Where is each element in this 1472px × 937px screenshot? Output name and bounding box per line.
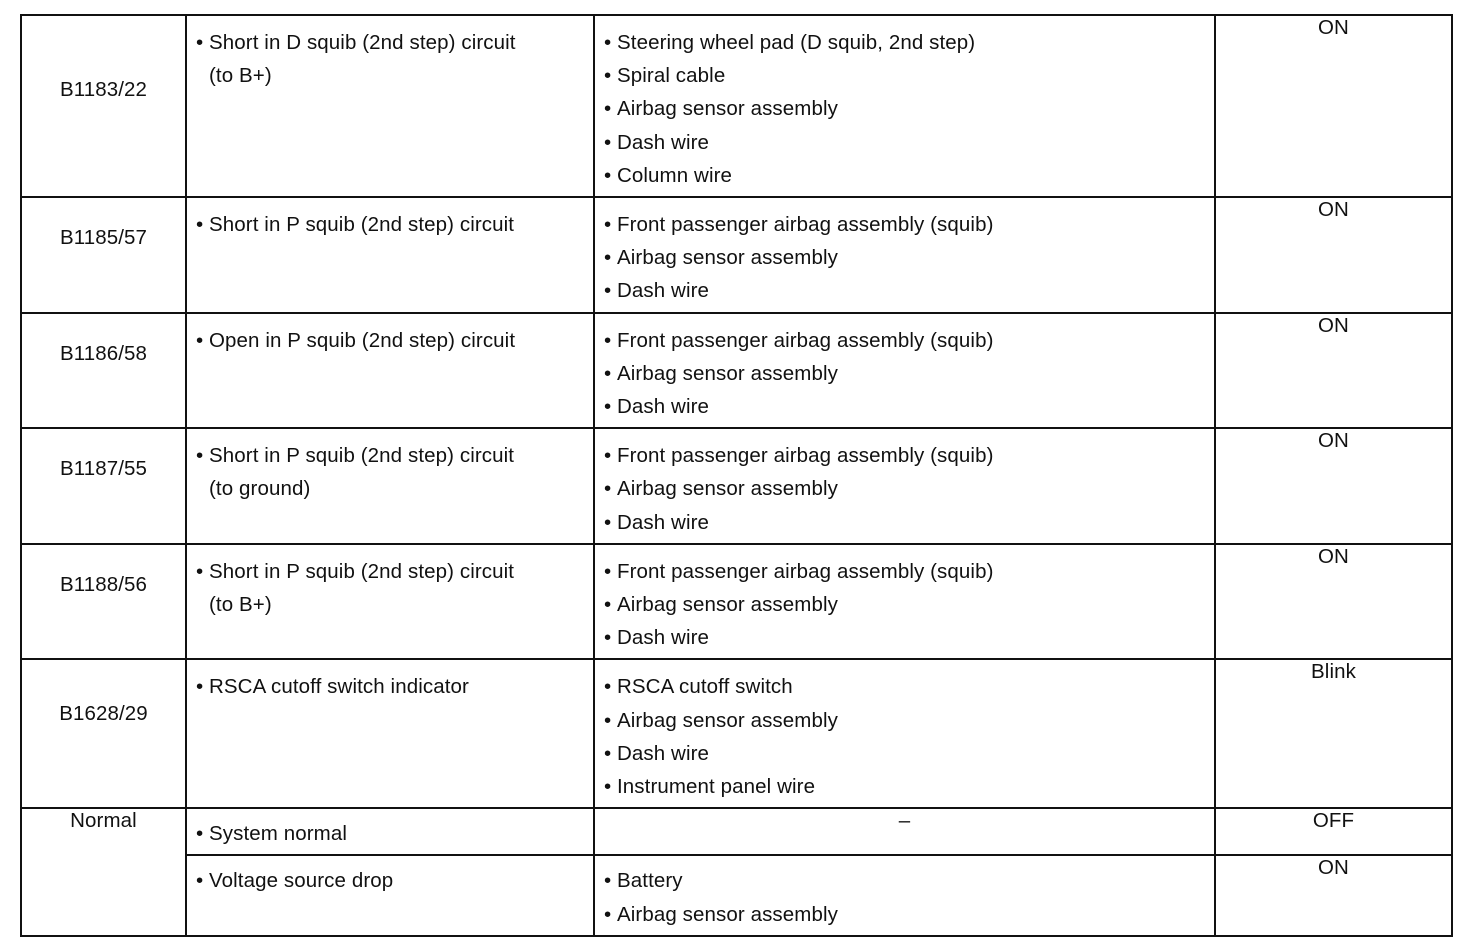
list-item: • Front passenger airbag assembly (squib): [603, 208, 1208, 241]
dtc-table: [20, 14, 1453, 937]
list-item: • Short in D squib (2nd step) circuit (to B+): [195, 26, 587, 92]
list-item: • Dash wire: [603, 506, 1208, 539]
list-item-continuation: (to B+): [209, 593, 272, 617]
inspection-area-cell: [594, 544, 1215, 660]
trouble-area-cell: [186, 15, 594, 197]
trouble-area-cell: [186, 313, 594, 429]
warning-light-status: ON: [1318, 313, 1349, 337]
inspection-area-cell: [594, 855, 1215, 935]
trouble-area-cell: [186, 428, 594, 544]
table-row: [21, 15, 1452, 197]
list-item: • Airbag sensor assembly: [603, 588, 1208, 621]
table-row: [21, 855, 1452, 935]
list-item: • Airbag sensor assembly: [603, 241, 1208, 274]
warning-light-cell: [1215, 544, 1452, 660]
list-item: • Airbag sensor assembly: [603, 472, 1208, 505]
dtc-code-cell: [21, 313, 186, 429]
dtc-code-cell: [21, 197, 186, 313]
dtc-code-cell: [21, 808, 186, 936]
table-row: [21, 428, 1452, 544]
list-item: • Column wire: [603, 159, 1208, 192]
list-item: • Front passenger airbag assembly (squib): [603, 555, 1208, 588]
trouble-area-cell: [186, 659, 594, 808]
inspection-none: –: [898, 809, 911, 833]
list-item: • Short in P squib (2nd step) circuit (to ground): [195, 439, 587, 505]
dtc-code: Normal: [70, 809, 137, 833]
trouble-area-cell: [186, 808, 594, 855]
list-item: • Open in P squib (2nd step) circuit: [195, 324, 587, 357]
table-row: [21, 313, 1452, 429]
list-item-continuation: (to ground): [209, 477, 311, 501]
trouble-area-cell: [186, 544, 594, 660]
list-item: • Dash wire: [603, 737, 1208, 770]
table-row: [21, 197, 1452, 313]
table-row: [21, 808, 1452, 855]
warning-light-status: Blink: [1311, 660, 1356, 684]
list-item: • RSCA cutoff switch: [603, 670, 1208, 703]
list-item: • Airbag sensor assembly: [603, 898, 1208, 931]
warning-light-cell: [1215, 659, 1452, 808]
dtc-code: B1185/57: [59, 226, 148, 250]
table-row: [21, 659, 1452, 808]
inspection-area-cell: [594, 313, 1215, 429]
warning-light-cell: [1215, 428, 1452, 544]
list-item: • Dash wire: [603, 274, 1208, 307]
list-item: • Short in P squib (2nd step) circuit (to B+): [195, 555, 587, 621]
warning-light-status: OFF: [1312, 809, 1355, 833]
inspection-area-cell: [594, 808, 1215, 855]
list-item: • Airbag sensor assembly: [603, 357, 1208, 390]
warning-light-status: ON: [1318, 856, 1349, 880]
list-item: • Instrument panel wire: [603, 770, 1208, 803]
warning-light-cell: [1215, 197, 1452, 313]
dtc-code-cell: [21, 544, 186, 660]
dtc-code-cell: [21, 428, 186, 544]
trouble-area-cell: [186, 197, 594, 313]
warning-light-cell: [1215, 15, 1452, 197]
dtc-code: B1187/55: [59, 457, 148, 481]
list-item: • Front passenger airbag assembly (squib): [603, 439, 1208, 472]
dtc-code: B1628/29: [59, 702, 148, 726]
dtc-code-cell: [21, 15, 186, 197]
inspection-area-cell: [594, 15, 1215, 197]
list-item: • Spiral cable: [603, 59, 1208, 92]
warning-light-status: ON: [1318, 16, 1349, 39]
dtc-code: B1186/58: [59, 341, 148, 365]
trouble-area-cell: [186, 855, 594, 935]
list-item-continuation: (to B+): [209, 64, 272, 88]
list-item: • Airbag sensor assembly: [603, 92, 1208, 125]
inspection-area-cell: [594, 659, 1215, 808]
dtc-code: B1183/22: [59, 78, 148, 101]
list-item: • Dash wire: [603, 126, 1208, 159]
list-item: • Battery: [603, 864, 1208, 897]
list-item: • Dash wire: [603, 621, 1208, 654]
table-row: [21, 544, 1452, 660]
list-item: • Voltage source drop: [195, 864, 587, 897]
dtc-code: B1188/56: [59, 572, 148, 596]
dtc-code-cell: [21, 659, 186, 808]
list-item: • Airbag sensor assembly: [603, 704, 1208, 737]
warning-light-status: ON: [1318, 198, 1349, 222]
list-item: • Short in P squib (2nd step) circuit: [195, 208, 587, 241]
warning-light-cell: [1215, 313, 1452, 429]
list-item: • System normal: [195, 817, 587, 850]
list-item: • Steering wheel pad (D squib, 2nd step): [603, 26, 1208, 59]
inspection-area-cell: [594, 428, 1215, 544]
warning-light-status: ON: [1318, 429, 1349, 453]
list-item: • Dash wire: [603, 390, 1208, 423]
warning-light-cell: [1215, 855, 1452, 935]
list-item: • RSCA cutoff switch indicator: [195, 670, 587, 703]
warning-light-cell: [1215, 808, 1452, 855]
inspection-area-cell: [594, 197, 1215, 313]
warning-light-status: ON: [1318, 544, 1349, 568]
list-item: • Front passenger airbag assembly (squib): [603, 324, 1208, 357]
